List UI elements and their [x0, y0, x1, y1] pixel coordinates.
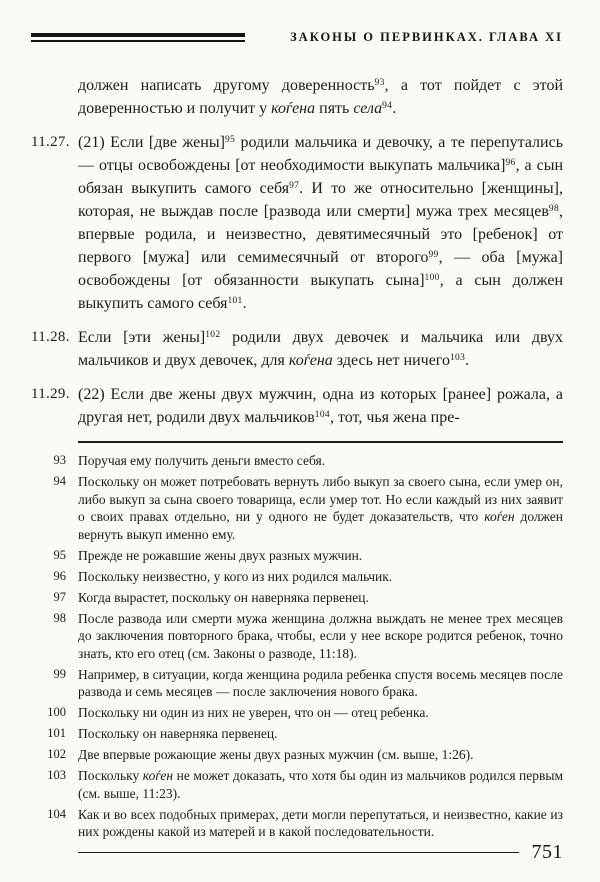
footnote-number: 96	[53, 568, 66, 583]
footnote	[31, 746, 563, 764]
paragraph-text: Если [эти жены]$^{102}$ родили двух девочек и мальчика или двух мальчиков и двух девочек, для коѓена здесь нет ничего$^{103}$.	[78, 329, 563, 369]
footnote-text: Как и во всех подобных примерах, дети могли перепутаться, и неизвестно, какие из них рождены какой из матерей и в какой последовательности.	[78, 806, 563, 839]
footnote	[31, 806, 563, 841]
footnote	[31, 568, 563, 586]
paragraph-number: 11.29.	[31, 386, 70, 402]
footnote-number: 99	[53, 666, 66, 681]
chapter-title: ЗАКОНЫ О ПЕРВИНКАХ. ГЛАВА XI	[290, 30, 563, 44]
header-rule	[31, 33, 245, 42]
footnote-number: 93	[53, 453, 66, 467]
footnote-number: 103	[47, 768, 66, 782]
footnote-number: 101	[47, 726, 66, 740]
footnote-text: После развода или смерти мужа женщина должна выждать не менее трех месяцев до заключения повторного брака, чтобы, если у нее вскоре родится ребенок, точно знать, кто его отец (см. Законы о разводе, 11:18).	[78, 610, 563, 661]
paragraph	[31, 326, 563, 372]
footnote-separator	[78, 441, 563, 443]
footnote	[31, 547, 563, 565]
footnote-number: 102	[47, 747, 66, 761]
paragraph	[31, 74, 563, 120]
main-text	[31, 74, 563, 429]
paragraph-number: 11.28.	[31, 329, 70, 345]
paragraph-text: должен написать другому доверенность$^{93}$, а тот пойдет с этой доверенностью и получит у коѓена пять села$^{94}$.	[78, 77, 564, 117]
footnote-text: Поскольку неизвестно, у кого из них родился мальчик.	[78, 568, 393, 584]
footnote-text: Например, в ситуации, когда женщина родила ребенка спустя восемь месяцев после развода и семь месяцев — после заключения нового брака.	[78, 666, 563, 699]
footnote-text: Прежде не рожавшие жены двух разных мужчин.	[78, 547, 363, 563]
footnote	[31, 452, 563, 470]
paragraph-number: 11.27.	[31, 134, 70, 150]
paragraph-text: (22) Если две жены двух мужчин, одна из которых [ранее] рожала, а другая нет, родили двух мальчиков$^{104}$, тот, чья жена пре-	[78, 386, 563, 426]
paragraph-text: (21) Если [две жены]$^{95}$ родили мальчика и девочку, а те перепутались — отцы освобождены [от необходимости выкупать мальчика]$^{96}$, а сын обязан выкупить самого себя$^{97}$. И то же относительно [женщины], которая, не выждав после [развода или смерти] мужа трех месяцев$^{98}$, впервые родила, и неизвестно, девятимесячный это [ребенок] от первого [мужа] или семимесячный от второго$^{99}$, — оба [мужа] освобождены [от обязанности выкупать сына]$^{100}$, а сын должен выкупить самого себя$^{101}$.	[78, 134, 564, 312]
footnote-number: 98	[53, 610, 66, 625]
footer-rule	[78, 852, 519, 853]
page-header	[31, 30, 563, 45]
footnote-number: 95	[53, 547, 66, 562]
footnote-text: Поскольку он может потребовать вернуть либо выкуп за своего сына, если умер он, либо выкуп за сына своего товарища, если умер тот. Но если каждый из них заявит о своих правах отдельно, ни у одного не будет доказательств, что коѓен должен вернуть выкуп именно ему.	[78, 474, 564, 542]
footnote-text: Поскольку ни один из них не уверен, что он — отец ребенка.	[78, 705, 429, 720]
paragraph	[31, 383, 563, 429]
footnote-text: Поскольку коѓен не может доказать, что хотя бы один из мальчиков родился первым (см. выше, 11:23).	[78, 768, 563, 801]
footnote	[31, 473, 563, 543]
footnote-text: Поскольку он наверняка первенец.	[78, 726, 278, 741]
footnote	[31, 725, 563, 743]
footnote	[31, 610, 563, 663]
footnote-text: Поручая ему получить деньги вместо себя.	[78, 453, 326, 468]
footnote-number: 97	[53, 589, 66, 604]
paragraph	[31, 131, 563, 315]
footnote-text: Когда вырастет, поскольку он наверняка первенец.	[78, 589, 369, 605]
footnotes	[31, 452, 563, 841]
footnote-text: Две впервые рожающие жены двух разных мужчин (см. выше, 1:26).	[78, 747, 474, 762]
footnote-number: 104	[47, 806, 66, 821]
footnote	[31, 767, 563, 802]
footnote-number: 94	[53, 474, 66, 488]
footnote	[31, 589, 563, 607]
footnote	[31, 666, 563, 701]
footnote	[31, 704, 563, 722]
footnote-number: 100	[47, 705, 66, 719]
page-number: 751	[531, 841, 563, 863]
paragraph-number	[31, 74, 78, 120]
page-footer	[78, 841, 563, 864]
